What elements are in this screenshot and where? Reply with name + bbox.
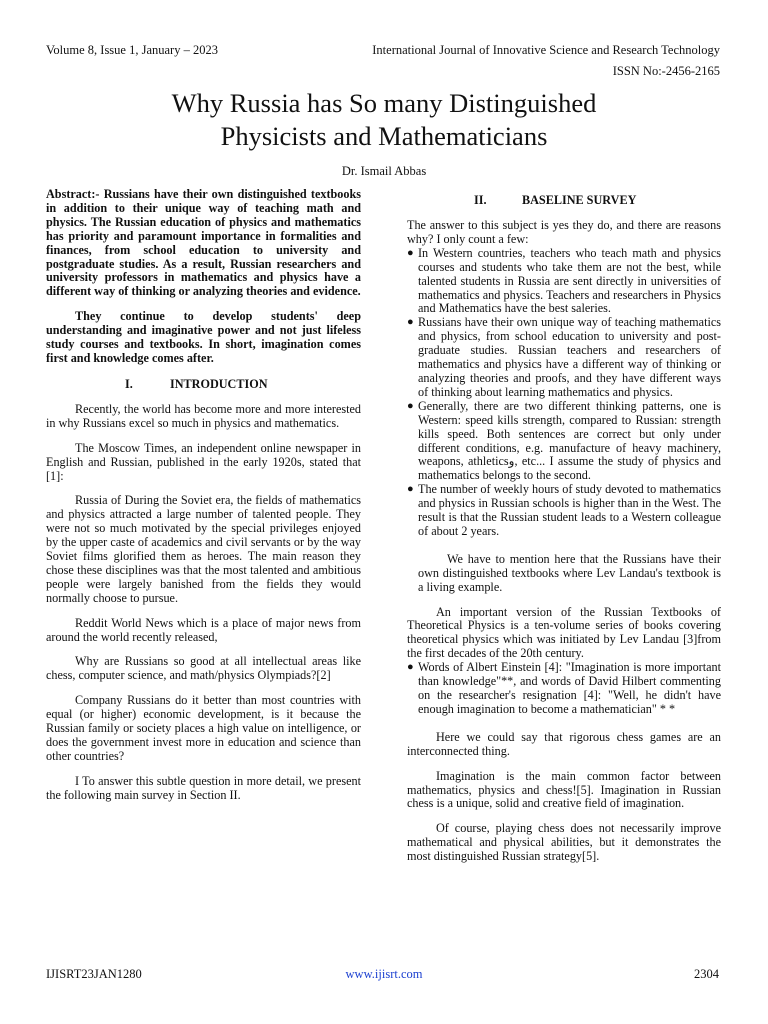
- section-heading-introduction: [46, 377, 361, 391]
- intro-paragraph: Recently, the world has become more and more interested in why Russians excel so much in physics and mathematics.: [46, 401, 361, 430]
- section-number: II.: [474, 193, 487, 207]
- intro-paragraph: Reddit World News which is a place of major news from around the world recently released,: [46, 615, 361, 644]
- list-item-text: The number of weekly hours of study devoted to mathematics and physics in Russian schools is higher than in the West. The result is that the Russian student leads to a Western colleague of about 2 years.: [418, 482, 721, 538]
- header-volume: Volume 8, Issue 1, January – 2023: [46, 43, 218, 57]
- header-issn: ISSN No:-2456-2165: [612, 64, 720, 78]
- footer-website-link[interactable]: www.ijisrt.com: [345, 967, 423, 981]
- header-journal: International Journal of Innovative Science and Research Technology: [372, 43, 720, 57]
- survey-intro: The answer to this subject is yes they do, and there are reasons why? I only count a few:: [407, 218, 721, 246]
- footer-page-number: 2304: [694, 967, 719, 981]
- list-item-text: Russians have their own unique way of teaching mathematics and physics, from school education to university and post-graduate studies. Russian teachers and researchers of mathematics and physics have a different way of thinking or analyzing theories and proofs, and they have different ways of thinking about learning mathematics and physics.: [418, 315, 721, 399]
- intro-paragraph: Company Russians do it better than most countries with equal (or higher) economic development, is it because the Russian family or society places a high value on intelligence, or does the government invest more in education and science than other countries?: [46, 693, 361, 763]
- right-column: [407, 188, 721, 875]
- bullet-icon: ●: [407, 661, 414, 674]
- list-item: [407, 661, 721, 717]
- intro-paragraph: Russia of During the Soviet era, the fields of mathematics and physics attracted a large number of talented people. They were not so much motivated by the special privileges enjoyed by the upper caste of academics and civil servants or by the way Soviet films glorified them as heroes. The main reason they chose these disciplines was that the most talented and ambitious people were largely banished from the fields they would normally choose to pursue.: [46, 493, 361, 605]
- strategy-paragraph: Of course, playing chess does not necessarily improve mathematical and physical abilities, but it demonstrates the most distinguished Russian strategy[5].: [407, 821, 721, 864]
- author-name: Dr. Ismail Abbas: [341, 164, 427, 178]
- quote-bullet-list: [407, 661, 721, 717]
- intro-paragraph: The Moscow Times, an independent online newspaper in English and Russian, published in the early 1920s, stated that [1]:: [46, 440, 361, 483]
- left-column: [46, 188, 361, 814]
- section-heading-baseline-survey: [407, 193, 721, 207]
- section-title: BASELINE SURVEY: [522, 193, 637, 207]
- section-number: I.: [125, 376, 133, 391]
- survey-bullet-list: [407, 247, 721, 539]
- footer-paper-id: IJISRT23JAN1280: [46, 967, 142, 981]
- landau-paragraph: We have to mention here that the Russians have their own distinguished textbooks where Lev Landau's textbook is a living example.: [418, 551, 721, 594]
- intro-paragraph: I To answer this subtle question in more detail, we present the following main survey in Section II.: [46, 773, 361, 802]
- bullet-icon: ●: [407, 246, 414, 259]
- list-item: [407, 247, 721, 317]
- title-line-1: Why Russia has So many Distinguished: [171, 88, 597, 118]
- bullet-icon: ●: [407, 483, 414, 496]
- imagination-paragraph: Imagination is the main common factor between mathematics, physics and chess![5]. Imagination in Russian chess is a unique, solid and creative field of imagination.: [407, 768, 721, 811]
- abstract-paragraph-2: They continue to develop students' deep understanding and imaginative power and not just lifeless study courses and textbooks. In short, imagination comes first and knowledge comes after.: [46, 309, 361, 365]
- section-title: INTRODUCTION: [170, 376, 268, 391]
- list-item-text: Generally, there are two different thinking patterns, one is Western: speed kills strength, compared to Russian: strength kills speed. Both sentences are correct but only under different conditions, e.g. manufacture of heavy machinery, weapons, athleticsو, etc... I assume the study of physics and mathematics belongs to the second.: [418, 398, 721, 483]
- bullet-icon: ●: [407, 316, 414, 329]
- list-item-text: Words of Albert Einstein [4]: "Imagination is more important than knowledge"**, and words of David Hilbert commenting on the researcher's resignation [4]: "Well, he didn't have enough imagination to become a mathematician" * *: [418, 660, 721, 716]
- chess-paragraph: Here we could say that rigorous chess games are an interconnected thing.: [407, 729, 721, 758]
- intro-paragraph: Why are Russians so good at all intellectual areas like chess, computer science, and math/physics Olympiads?[2]: [46, 654, 361, 683]
- title-line-2: Physicists and Mathematicians: [220, 121, 548, 151]
- list-item: [407, 400, 721, 483]
- list-item: [407, 316, 721, 399]
- page-title: [40, 87, 728, 153]
- textbooks-paragraph: An important version of the Russian Textbooks of Theoretical Physics is a ten-volume series of books covering theoretical physics which was initiated by Lev Landau [3]from the first decades of the 20th century.: [407, 604, 721, 661]
- bullet-icon: ●: [407, 399, 414, 412]
- list-item: [407, 483, 721, 539]
- list-item-text: In Western countries, teachers who teach math and physics courses and students who take them are not the best, while talented students in Russia are sent directly in universities of mathematics and physics. Teachers and researchers in Physics and Mathematics have the best saleries.: [418, 245, 721, 316]
- abstract-paragraph: Abstract:- Russians have their own distinguished textbooks in addition to their unique way of teaching math and physics. The Russian education of physics and mathematics has priority and paramount importance in formalities and finances, from school education to university and postgraduate studies. As a result, Russian researchers and university professors in mathematics and physics have a different way of thinking or analyzing theories and evidence.: [46, 187, 361, 299]
